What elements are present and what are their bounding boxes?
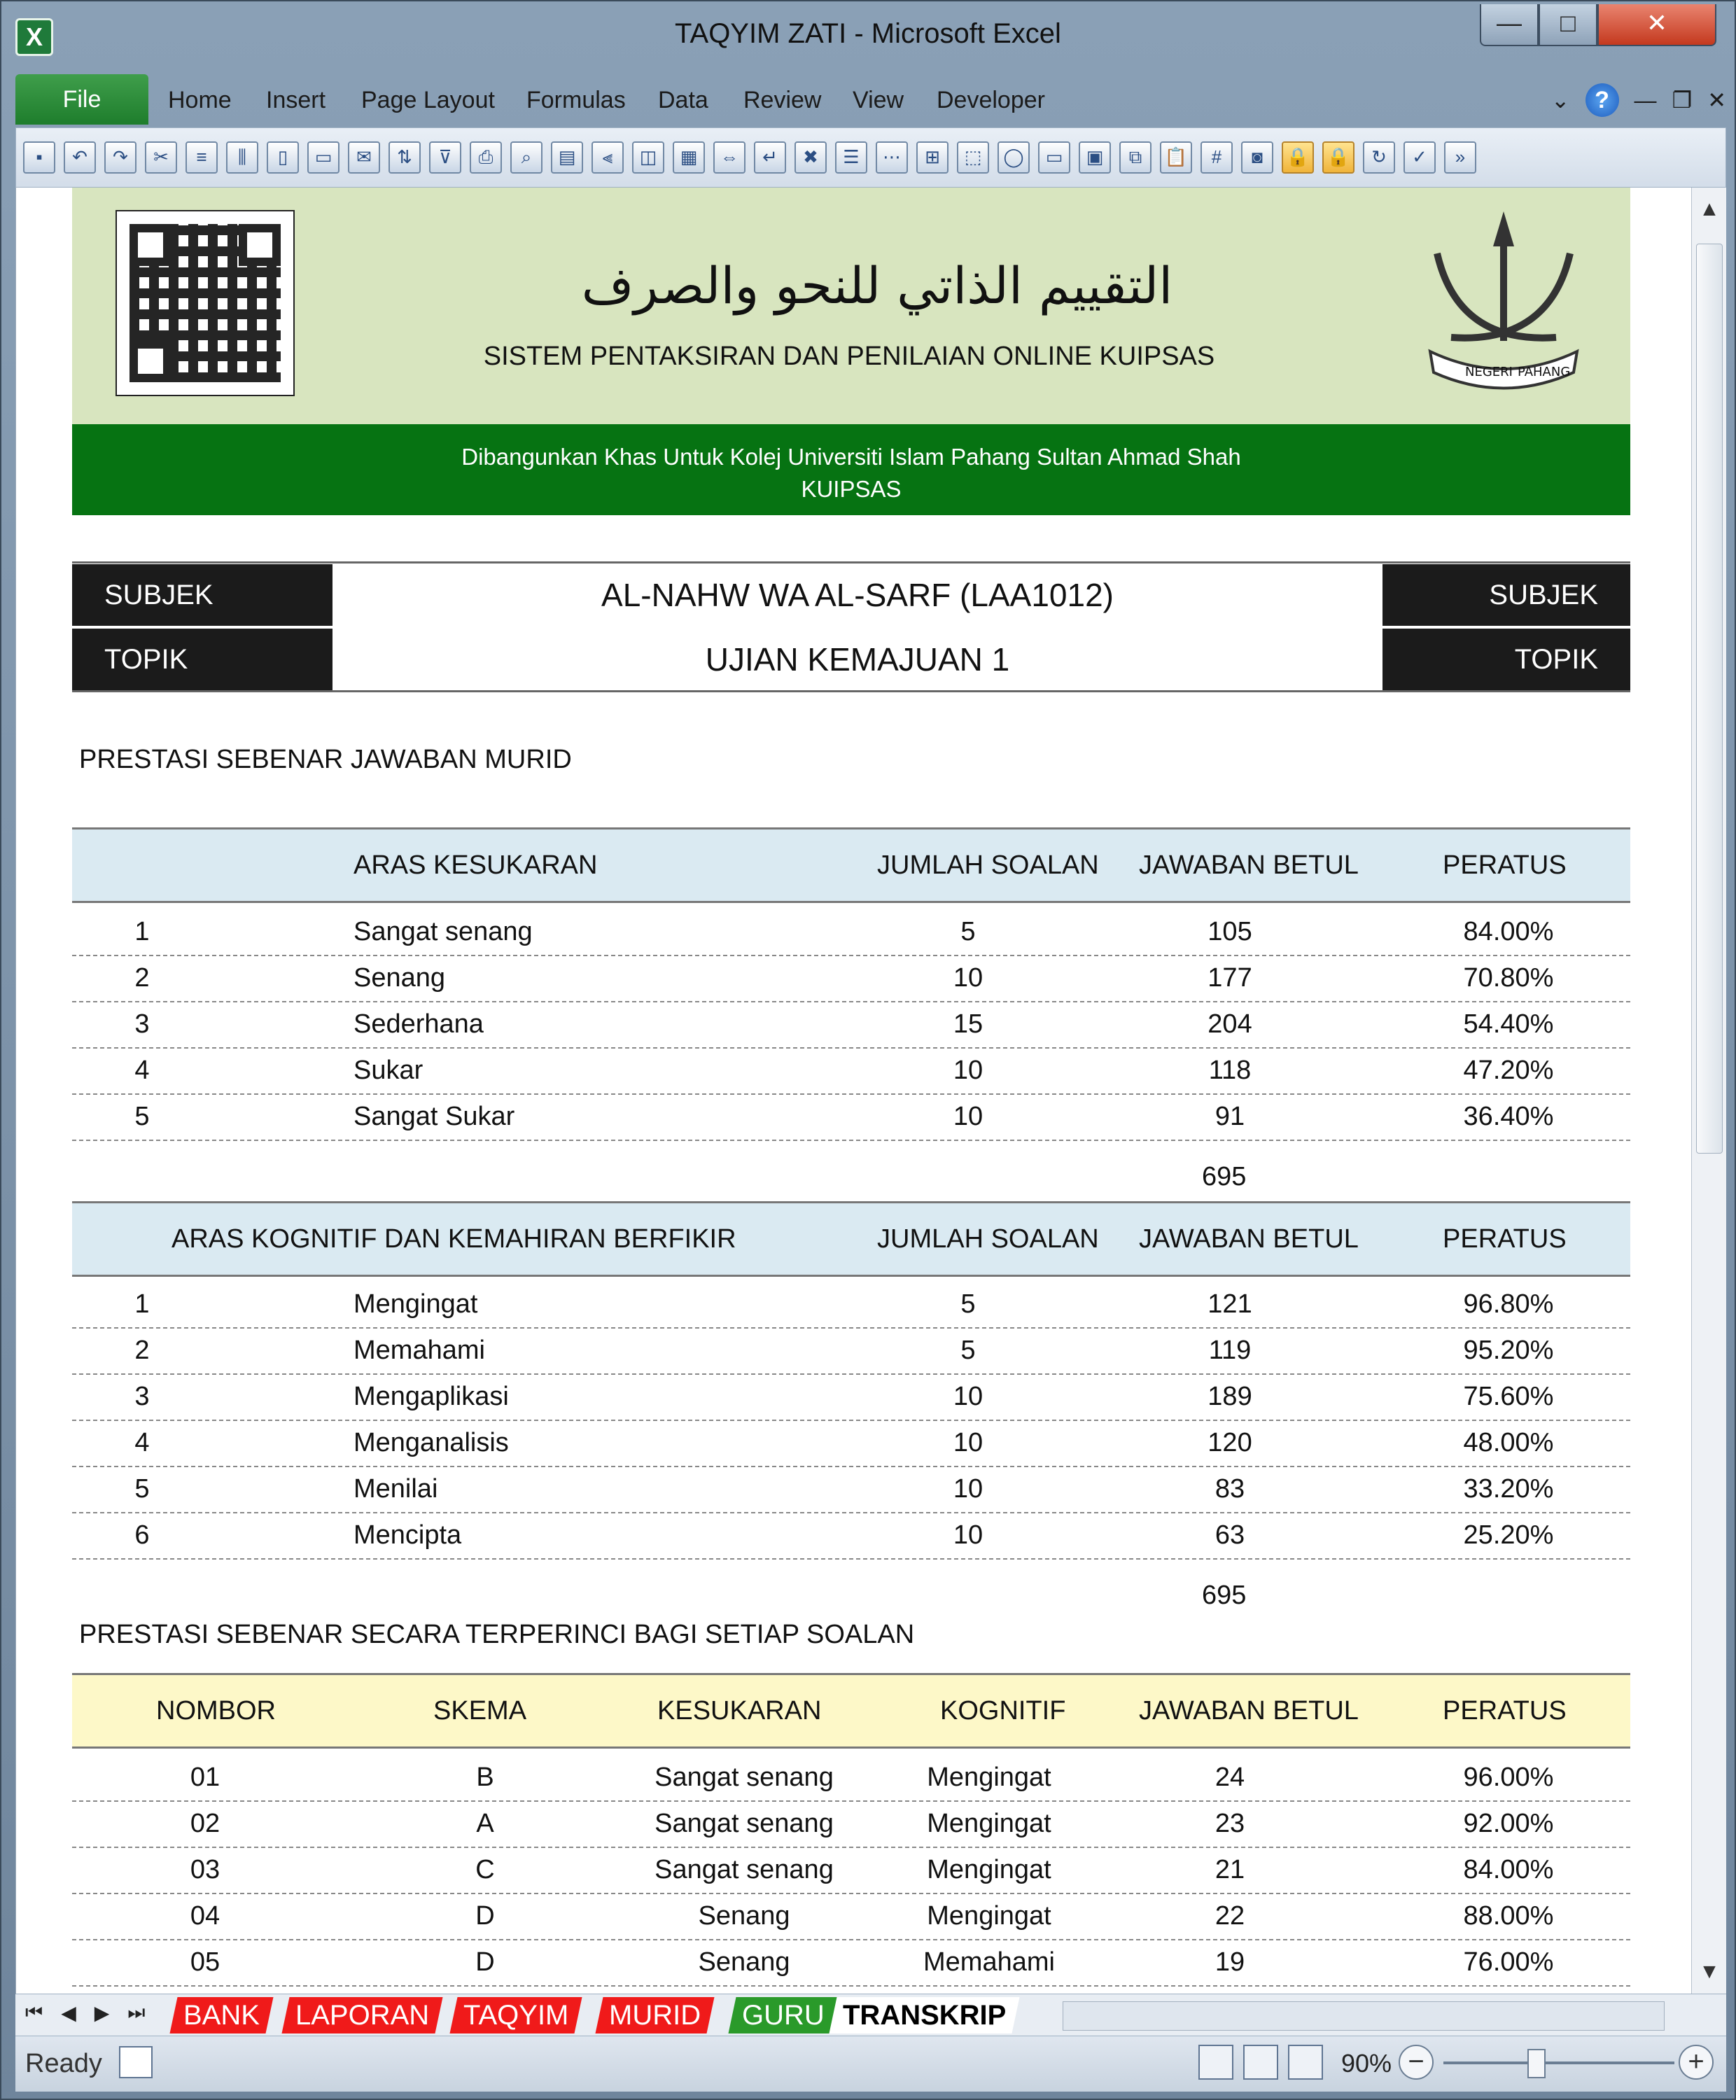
row-betul: 21 [1214, 1855, 1245, 1884]
next-sheet-icon[interactable]: ▶ [94, 2002, 110, 2024]
spelling-icon[interactable]: ✓ [1404, 141, 1436, 174]
subject-label-left: SUBJEK [72, 564, 332, 626]
page-break-view-icon[interactable] [1288, 2045, 1323, 2080]
row-number: 3 [134, 1009, 150, 1039]
row-number: 3 [134, 1382, 150, 1411]
row-name: Sangat senang [354, 917, 533, 946]
tab-developer[interactable]: Developer [937, 87, 1045, 113]
row-kognitif: Mengingat [927, 1901, 1051, 1931]
section-title-terperinci: PRESTASI SEBENAR SECARA TERPERINCI BAGI SETIAP SOALAN [79, 1620, 915, 1649]
row-number: 6 [134, 1520, 150, 1550]
table-row[interactable] [72, 1421, 1630, 1467]
row-peratus: 54.40% [1463, 1009, 1554, 1039]
qr-finder [130, 224, 172, 266]
row-betul: 22 [1214, 1901, 1245, 1931]
quick-access-toolbar [15, 127, 1726, 188]
difficulty-table-header [72, 827, 1630, 903]
sheet-tab-label: LAPORAN [295, 2000, 430, 2031]
status-ready: Ready [25, 2049, 102, 2078]
row-jumlah: 15 [953, 1009, 983, 1039]
workbook-close-icon[interactable]: ✕ [1707, 88, 1726, 113]
table-row[interactable] [72, 1756, 1630, 1802]
subject-row [72, 564, 1630, 626]
horizontal-scrollbar[interactable] [1063, 2001, 1665, 2031]
table-row[interactable] [72, 1940, 1630, 1987]
table-row[interactable] [72, 1095, 1630, 1141]
row-jumlah: 10 [953, 1520, 983, 1550]
row-number: 04 [190, 1901, 220, 1931]
zoom-out-button[interactable]: − [1399, 2045, 1434, 2080]
row-name: Mengingat [354, 1289, 478, 1319]
connector-icon[interactable]: ⋯ [876, 141, 908, 174]
scroll-down-icon[interactable]: ▼ [1699, 1960, 1720, 1983]
qr-pattern [130, 224, 281, 382]
row-peratus: 75.60% [1463, 1382, 1554, 1411]
shapes-icon[interactable]: ◫ [632, 141, 664, 174]
col-peratus: PERATUS [1443, 850, 1567, 880]
scroll-thumb[interactable] [1696, 244, 1723, 1154]
wrap-text-icon[interactable]: ↵ [754, 141, 786, 174]
row-jumlah: 10 [953, 1056, 983, 1085]
row-name: Sangat Sukar [354, 1102, 515, 1131]
divider [72, 690, 1630, 692]
sheet-tab-label: BANK [183, 2000, 260, 2031]
row-number: 2 [134, 1336, 150, 1365]
row-name: Senang [354, 963, 446, 993]
row-name: Mengaplikasi [354, 1382, 509, 1411]
vertical-scrollbar[interactable] [1691, 188, 1726, 1994]
row-jumlah: 10 [953, 1474, 983, 1504]
sheet-tab-transkrip[interactable] [829, 1997, 1019, 2033]
view-switcher [1198, 2045, 1323, 2080]
first-sheet-icon[interactable]: ⏮ [25, 2001, 43, 2023]
row-kesukaran: Sangat senang [654, 1763, 834, 1792]
tab-home[interactable]: Home [168, 87, 232, 113]
row-kesukaran: Senang [698, 1901, 790, 1931]
col-jawaban-betul: JAWABAN BETUL [1139, 850, 1359, 880]
row-skema: D [475, 1947, 495, 1977]
new-icon[interactable]: ▯ [267, 141, 299, 174]
emblem-text-left: NEGERI [1465, 365, 1513, 379]
insert-row-icon[interactable]: ≡ [186, 141, 218, 174]
sheet-nav [25, 2001, 146, 2024]
row-peratus: 70.80% [1463, 963, 1554, 993]
row-name: Mencipta [354, 1520, 462, 1550]
system-name: SISTEM PENTAKSIRAN DAN PENILAIAN ONLINE KUIPSAS [483, 342, 1215, 371]
sheet-tab-guru[interactable] [728, 1997, 838, 2033]
tab-data[interactable]: Data [658, 87, 708, 113]
zoom-slider-thumb[interactable] [1527, 2049, 1546, 2078]
sheet-tab-label: MURID [609, 2000, 701, 2031]
window-icon[interactable]: ▣ [1079, 141, 1111, 174]
cognitive-total: 695 [1202, 1581, 1247, 1610]
row-jumlah: 5 [960, 917, 976, 946]
textbox-icon[interactable]: ▭ [1038, 141, 1070, 174]
col-aras-kesukaran: ARAS KESUKARAN [354, 850, 598, 880]
row-betul: 120 [1208, 1428, 1252, 1457]
row-peratus: 84.00% [1463, 1855, 1554, 1884]
sheet-tab-taqyim[interactable] [449, 1997, 582, 2033]
row-kognitif: Memahami [923, 1947, 1055, 1977]
page-setup-icon[interactable]: ▤ [551, 141, 583, 174]
tab-view[interactable]: View [853, 87, 904, 113]
table-row[interactable] [72, 1375, 1630, 1421]
close-button[interactable]: ✕ [1597, 4, 1716, 46]
row-betul: 189 [1208, 1382, 1252, 1411]
row-number: 4 [134, 1056, 150, 1085]
number-format-icon[interactable]: # [1200, 141, 1233, 174]
undo-icon[interactable]: ↶ [64, 141, 96, 174]
row-betul: 23 [1214, 1809, 1245, 1838]
table-row[interactable] [72, 1329, 1630, 1375]
arabic-title: التقييم الذاتي للنحو والصرف [581, 256, 1173, 315]
row-betul: 91 [1214, 1102, 1245, 1131]
row-peratus: 92.00% [1463, 1809, 1554, 1838]
table-row[interactable] [72, 1049, 1630, 1095]
row-betul: 63 [1214, 1520, 1245, 1550]
table-row[interactable] [72, 1467, 1630, 1513]
table-icon[interactable]: ▦ [673, 141, 705, 174]
col-kesukaran: KESUKARAN [657, 1696, 822, 1726]
email-icon[interactable]: ✉ [348, 141, 380, 174]
sheet-tab-label: TAQYIM [463, 2000, 569, 2031]
topic-label-right: TOPIK [1382, 629, 1630, 690]
row-jumlah: 10 [953, 963, 983, 993]
row-betul: 24 [1214, 1763, 1245, 1792]
save-icon[interactable]: ▪ [23, 141, 55, 174]
row-peratus: 95.20% [1463, 1336, 1554, 1365]
row-number: 1 [134, 917, 150, 946]
detail-table-header [72, 1673, 1630, 1749]
row-number: 05 [190, 1947, 220, 1977]
sheet-tab-label: TRANSKRIP [843, 2000, 1007, 2031]
col-peratus: PERATUS [1443, 1696, 1567, 1726]
row-kesukaran: Sangat senang [654, 1855, 834, 1884]
row-skema: B [476, 1763, 494, 1792]
row-betul: 177 [1208, 963, 1252, 993]
sheet-tab-bar [15, 1994, 1726, 2036]
subject-label-right: SUBJEK [1382, 564, 1630, 626]
sheet-tab-bank[interactable] [169, 1997, 273, 2033]
table-row[interactable] [72, 1848, 1630, 1894]
tab-formulas[interactable]: Formulas [526, 87, 626, 113]
topic-row [72, 629, 1630, 690]
topic-value[interactable]: UJIAN KEMAJUAN 1 [705, 641, 1010, 678]
print-preview-icon[interactable]: ⌕ [510, 141, 542, 174]
row-name: Sederhana [354, 1009, 484, 1039]
ribbon-tabs [15, 74, 1726, 125]
row-kesukaran: Sangat senang [654, 1809, 834, 1838]
table-row[interactable] [72, 910, 1630, 956]
row-peratus: 47.20% [1463, 1056, 1554, 1085]
row-peratus: 76.00% [1463, 1947, 1554, 1977]
status-bar [15, 2036, 1726, 2092]
tab-file[interactable]: File [15, 74, 148, 125]
qr-finder [130, 340, 172, 382]
tab-page-layout[interactable]: Page Layout [361, 87, 495, 113]
normal-view-icon[interactable] [1198, 2045, 1233, 2080]
protect-workbook-icon[interactable]: 🔒 [1322, 141, 1354, 174]
row-jumlah: 10 [953, 1382, 983, 1411]
row-jumlah: 10 [953, 1102, 983, 1131]
row-kognitif: Mengingat [927, 1809, 1051, 1838]
row-number: 01 [190, 1763, 220, 1792]
cognitive-table-header [72, 1201, 1630, 1277]
row-jumlah: 5 [960, 1289, 976, 1319]
col-jumlah-soalan: JUMLAH SOALAN [877, 850, 1099, 880]
maximize-button[interactable]: □ [1539, 4, 1597, 46]
row-jumlah: 5 [960, 1336, 976, 1365]
topic-label-left: TOPIK [72, 629, 332, 690]
cut-icon[interactable]: ✂ [145, 141, 177, 174]
page-layout-view-icon[interactable] [1243, 2045, 1278, 2080]
camera-icon[interactable]: ◙ [1241, 141, 1273, 174]
tab-insert[interactable]: Insert [266, 87, 326, 113]
sheet-tab-label: GURU [742, 2000, 825, 2031]
table-row[interactable] [72, 1894, 1630, 1940]
row-name: Sukar [354, 1056, 424, 1085]
row-peratus: 88.00% [1463, 1901, 1554, 1931]
col-jawaban-betul: JAWABAN BETUL [1139, 1696, 1359, 1726]
row-peratus: 33.20% [1463, 1474, 1554, 1504]
workbook-minimize-icon[interactable]: — [1634, 87, 1657, 113]
prev-sheet-icon[interactable]: ◀ [61, 2002, 76, 2024]
excel-app-icon[interactable]: X [15, 18, 53, 56]
row-betul: 105 [1208, 917, 1252, 946]
ribbon-collapse-icon[interactable]: ⌄ [1550, 88, 1570, 113]
paste-icon[interactable]: 📋 [1160, 141, 1192, 174]
row-jumlah: 10 [953, 1428, 983, 1457]
col-jawaban-betul: JAWABAN BETUL [1139, 1224, 1359, 1254]
col-kognitif: KOGNITIF [940, 1696, 1066, 1726]
sheet-tab-murid[interactable] [595, 1997, 714, 2033]
institution-banner [72, 424, 1630, 515]
group-icon[interactable]: ⊞ [916, 141, 948, 174]
subject-value[interactable]: AL-NAHW WA AL-SARF (LAA1012) [601, 577, 1114, 613]
row-skema: A [476, 1809, 494, 1838]
insert-column-icon[interactable]: ⫼ [226, 141, 258, 174]
row-betul: 121 [1208, 1289, 1252, 1319]
row-name: Menilai [354, 1474, 438, 1504]
emblem-text-right: PAHANG [1518, 365, 1571, 379]
row-betul: 118 [1208, 1056, 1252, 1085]
redo-icon[interactable]: ↷ [104, 141, 136, 174]
zoom-in-button[interactable]: + [1679, 2045, 1714, 2080]
row-number: 4 [134, 1428, 150, 1457]
circle-icon[interactable]: ◯ [997, 141, 1030, 174]
row-skema: C [475, 1855, 495, 1884]
row-betul: 119 [1208, 1336, 1252, 1365]
merge-icon[interactable]: ⇔ [713, 141, 746, 174]
last-sheet-icon[interactable]: ⏭ [127, 2001, 146, 2023]
minimize-button[interactable]: — [1480, 4, 1539, 46]
col-skema: SKEMA [433, 1696, 527, 1726]
difficulty-total: 695 [1202, 1162, 1247, 1191]
ribbon-controls [1551, 83, 1726, 118]
select-icon[interactable]: ⬚ [957, 141, 989, 174]
row-peratus: 96.80% [1463, 1289, 1554, 1319]
protect-sheet-icon[interactable]: 🔒 [1282, 141, 1314, 174]
delete-icon[interactable]: ✖ [794, 141, 827, 174]
col-aras-kognitif: ARAS KOGNITIF DAN KEMAHIRAN BERFIKIR [172, 1224, 736, 1254]
window-title: TAQYIM ZATI - Microsoft Excel [675, 18, 1061, 49]
col-jumlah-soalan: JUMLAH SOALAN [877, 1224, 1099, 1254]
title-bar [1, 1, 1735, 74]
align-icon[interactable]: ⫷ [592, 141, 624, 174]
institution-name: Dibangunkan Khas Untuk Kolej Universiti Islam Pahang Sultan Ahmad Shah [461, 444, 1241, 470]
tab-review[interactable]: Review [743, 87, 822, 113]
qr-finder [239, 224, 281, 266]
row-betul: 19 [1214, 1947, 1245, 1977]
row-number: 02 [190, 1809, 220, 1838]
table-row[interactable] [72, 1002, 1630, 1049]
table-row[interactable] [72, 1802, 1630, 1848]
row-peratus: 25.20% [1463, 1520, 1554, 1550]
institution-acronym: KUIPSAS [801, 476, 902, 502]
list-icon[interactable]: ☰ [835, 141, 867, 174]
row-peratus: 48.00% [1463, 1428, 1554, 1457]
help-icon[interactable]: ? [1586, 83, 1619, 117]
row-number: 2 [134, 963, 150, 993]
table-row[interactable] [72, 956, 1630, 1002]
row-number: 5 [134, 1474, 150, 1504]
row-name: Menganalisis [354, 1428, 509, 1457]
row-peratus: 36.40% [1463, 1102, 1554, 1131]
table-row[interactable] [72, 1282, 1630, 1329]
divider [72, 561, 1630, 564]
row-kesukaran: Senang [698, 1947, 790, 1977]
row-peratus: 84.00% [1463, 917, 1554, 946]
col-peratus: PERATUS [1443, 1224, 1567, 1254]
print-icon[interactable]: ⎙ [470, 141, 502, 174]
col-nombor: NOMBOR [156, 1696, 276, 1726]
row-skema: D [475, 1901, 495, 1931]
copy-icon[interactable]: ⧉ [1119, 141, 1152, 174]
scroll-up-icon[interactable]: ▲ [1699, 197, 1720, 220]
row-peratus: 96.00% [1463, 1763, 1554, 1792]
row-betul: 204 [1208, 1009, 1252, 1039]
sheet-tab-laporan[interactable] [281, 1997, 442, 2033]
row-number: 5 [134, 1102, 150, 1131]
section-title-prestasi: PRESTASI SEBENAR JAWABAN MURID [79, 745, 572, 774]
row-number: 03 [190, 1855, 220, 1884]
zoom-level[interactable]: 90% [1341, 2049, 1392, 2078]
sort-icon[interactable]: ⇅ [388, 141, 421, 174]
pahang-emblem-icon [1416, 204, 1591, 400]
worksheet[interactable] [15, 188, 1691, 1994]
row-name: Memahami [354, 1336, 485, 1365]
row-betul: 83 [1214, 1474, 1245, 1504]
row-number: 1 [134, 1289, 150, 1319]
header-banner [72, 188, 1630, 424]
refresh-icon[interactable]: ↻ [1363, 141, 1395, 174]
macro-record-icon[interactable] [119, 2046, 153, 2078]
open-icon[interactable]: ▭ [307, 141, 340, 174]
workbook-restore-icon[interactable]: ❐ [1672, 88, 1693, 113]
filter-icon[interactable]: ⊽ [429, 141, 461, 174]
row-kognitif: Mengingat [927, 1763, 1051, 1792]
zoom-slider[interactable] [1443, 2062, 1674, 2064]
toolbar-more-icon[interactable]: » [1444, 141, 1476, 174]
qr-code-icon [115, 210, 295, 396]
table-row[interactable] [72, 1513, 1630, 1560]
row-kognitif: Mengingat [927, 1855, 1051, 1884]
